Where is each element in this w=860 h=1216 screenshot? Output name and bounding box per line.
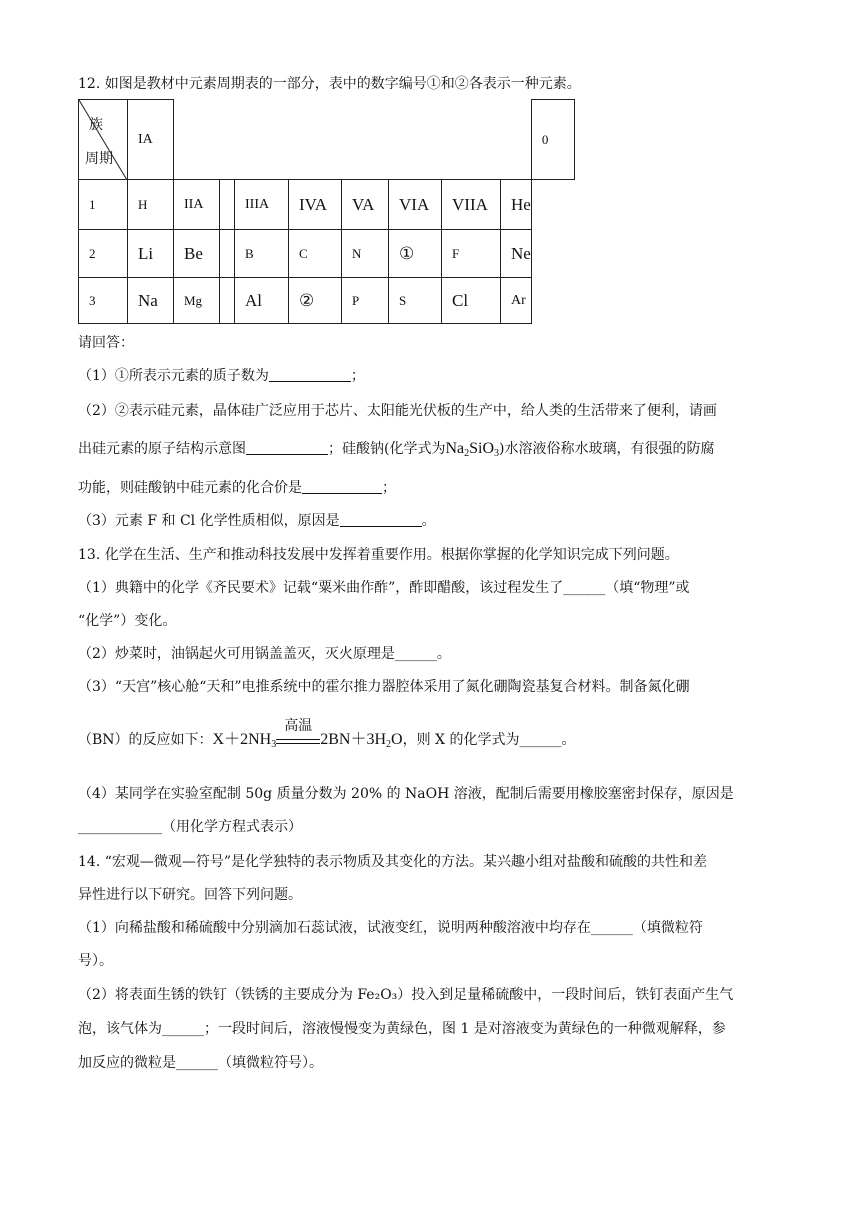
answer-blank[interactable]: [302, 479, 382, 494]
q14-part1-line2: 号）。: [78, 953, 113, 969]
table-row: 1 H IIA IIIA IVA VA VIA VIIA He: [79, 180, 575, 230]
reaction-condition: 高温: [276, 737, 320, 744]
q12-part2-line3: 功能，则硅酸钠中硅元素的化合价是 ；: [78, 480, 396, 496]
table-row: 3 Na Mg Al ② P S Cl Ar: [79, 278, 575, 324]
table-row: 2 Li Be B C N ① F Ne: [79, 230, 575, 278]
q14-part2-line2: 泡，该气体为______；一段时间后，溶液慢慢变为黄绿色，图 1 是对溶液变为黄绿色的一种微观解释，参: [78, 1021, 726, 1037]
q12-part2-line2: 出硅元素的原子结构示意图 ；硅酸钠(化学式为$Na_2SiO_3$)水溶液俗称水玻璃，有很强的防腐: [78, 440, 715, 459]
table-header-gap: [174, 100, 532, 180]
q13-part4-line2: ____________（用化学方程式表示）: [78, 819, 302, 835]
formula-na2sio3: $Na_2SiO_3$: [445, 440, 500, 459]
header-zu: 族: [89, 118, 103, 133]
header-zhouqi: 周期: [85, 152, 113, 167]
q13-stem: 13. 化学在生活、生产和推动科技发展中发挥着重要作用。根据你掌握的化学知识完成下列问题。: [78, 547, 679, 563]
q13-part3-line1: （3）“天宫”核心舱“天和”电推系统中的霍尔推力器腔体采用了氮化硼陶瓷基复合材料。制备氮化硼: [78, 679, 690, 695]
q14-stem-line2: 异性进行以下研究。回答下列问题。: [78, 887, 302, 903]
answer-blank[interactable]: [340, 512, 422, 527]
group-ia-header: IA: [128, 100, 174, 180]
q13-part3-line2: （BN）的反应如下：$X+2NH_3$ 高温 $2BN+3H_2O$，则 X 的化学式为______。: [78, 719, 576, 750]
q14-stem-line1: 14. “宏观—微观—符号”是化学独特的表示物质及其变化的方法。某兴趣小组对盐酸和硫酸的共性和差: [78, 854, 708, 870]
q13-part2: （2）炒菜时，油锅起火可用锅盖盖灭，灭火原理是______。: [78, 646, 451, 662]
q14-part2-line3: 加反应的微粒是______（填微粒符号）。: [78, 1055, 323, 1071]
answer-blank[interactable]: [269, 367, 351, 382]
answer-blank[interactable]: [246, 440, 328, 455]
q12-part2-line1: （2）②表示硅元素，晶体硅广泛应用于芯片、太阳能光伏板的生产中，给人类的生活带来了便利，请画: [78, 403, 717, 419]
table-header-corner: [79, 100, 128, 180]
q13-part4-line1: （4）某同学在实验室配制 50g 质量分数为 20% 的 NaOH 溶液，配制后需要用橡胶塞密封保存，原因是: [78, 786, 734, 802]
reaction-equation: $X+2NH_3$ 高温 $2BN+3H_2O$: [212, 719, 403, 750]
q13-part1-line1: （1）典籍中的化学《齐民要术》记载“粟米曲作酢”，酢即醋酸，该过程发生了______（填“物理”或: [78, 580, 690, 596]
periodic-table: [78, 99, 575, 324]
q12-stem: 12. 如图是教材中元素周期表的一部分，表中的数字编号①和②各表示一种元素。: [78, 76, 581, 92]
q14-part2-line1: （2）将表面生锈的铁钉（铁锈的主要成分为 Fe₂O₃）投入到足量稀硫酸中，一段时间后，铁钉表面产生气: [78, 987, 734, 1003]
q13-part1-line2: “化学”）变化。: [78, 613, 177, 629]
q12-please: 请回答：: [78, 335, 134, 351]
q14-part1-line1: （1）向稀盐酸和稀硫酸中分别滴加石蕊试液，试液变红，说明两种酸溶液中均存在______（填微粒符: [78, 920, 703, 936]
q12-part3: （3）元素 F 和 Cl 化学性质相似，原因是 。: [78, 513, 436, 529]
group-0-header: 0: [531, 100, 574, 180]
q12-part1: （1）①所表示元素的质子数为 ；: [78, 368, 365, 384]
